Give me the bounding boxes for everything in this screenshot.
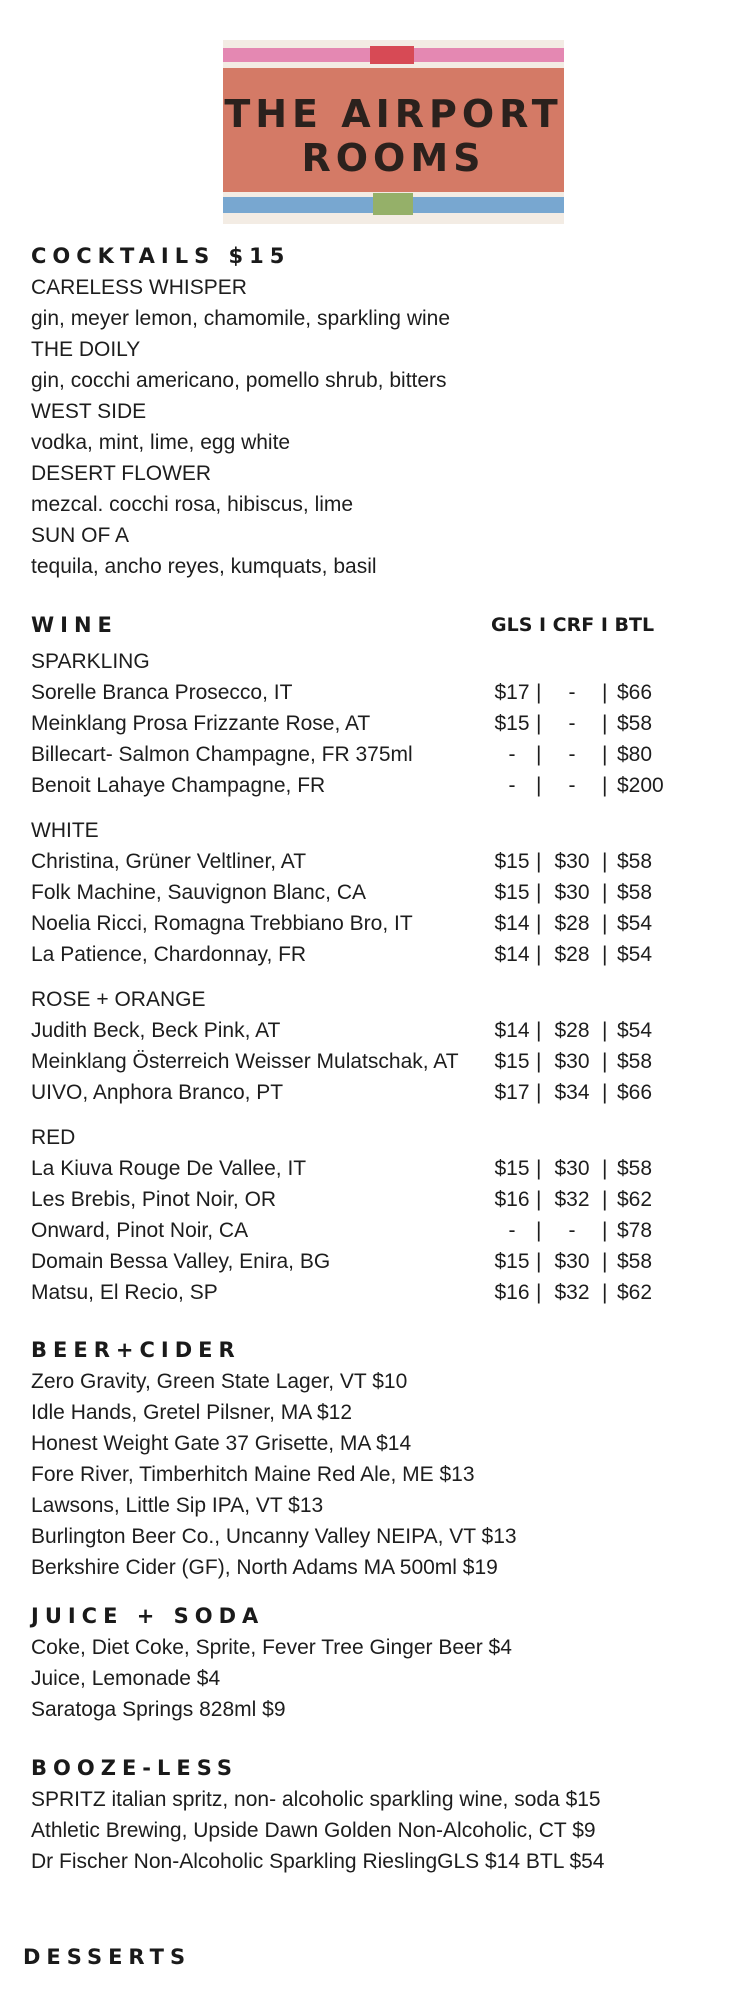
- wine-price-bottle: $62: [617, 1281, 653, 1304]
- wine-price-bottle: $58: [617, 1157, 653, 1180]
- price-divider: |: [602, 743, 608, 766]
- desserts-heading: DESSERTS: [23, 1945, 192, 1969]
- price-divider: |: [536, 850, 542, 873]
- price-divider: |: [602, 881, 608, 904]
- beer-item: Fore River, Timberhitch Maine Red Ale, ME $13: [31, 1463, 475, 1486]
- beer-cider-heading: BEER+CIDER: [31, 1338, 241, 1362]
- wine-section-title: RED: [31, 1126, 76, 1149]
- wine-price-carafe: $28: [554, 1019, 590, 1042]
- cocktails-heading: COCKTAILS $15: [31, 244, 291, 268]
- booze-less-item: SPRITZ italian spritz, non- alcoholic sparkling wine, soda $15: [31, 1788, 601, 1811]
- wine-price-bottle: $66: [617, 1081, 653, 1104]
- price-divider: |: [536, 774, 542, 797]
- beer-item: Honest Weight Gate 37 Grisette, MA $14: [31, 1432, 412, 1455]
- cocktail-name: DESERT FLOWER: [31, 462, 212, 485]
- wine-name: Meinklang Prosa Frizzante Rose, AT: [31, 712, 371, 735]
- logo-title: [223, 92, 564, 180]
- price-divider: |: [536, 1219, 542, 1242]
- cocktail-name: SUN OF A: [31, 524, 130, 547]
- wine-price-bottle: $58: [617, 712, 653, 735]
- price-divider: |: [602, 1157, 608, 1180]
- wine-price-bottle: $54: [617, 1019, 653, 1042]
- juice-item: Saratoga Springs 828ml $9: [31, 1698, 286, 1721]
- wine-price-glass: -: [508, 743, 516, 766]
- booze-less-item: Dr Fischer Non-Alcoholic Sparkling RieslingGLS $14 BTL $54: [31, 1850, 605, 1873]
- wine-price-glass: $15: [494, 881, 530, 904]
- wine-price-bottle: $58: [617, 850, 653, 873]
- wine-price-bottle: $58: [617, 1250, 653, 1273]
- wine-section-title: ROSE + ORANGE: [31, 988, 206, 1011]
- wine-price-carafe: $30: [554, 850, 590, 873]
- cocktail-desc: tequila, ancho reyes, kumquats, basil: [31, 555, 377, 578]
- wine-price-carafe: -: [568, 743, 576, 766]
- logo-line-1: THE AIRPORT: [224, 92, 563, 136]
- booze-less-heading: BOOZE-LESS: [31, 1756, 239, 1780]
- price-divider: |: [536, 912, 542, 935]
- wine-price-glass: $14: [494, 912, 530, 935]
- wine-price-bottle: $58: [617, 1050, 653, 1073]
- wine-name: Domain Bessa Valley, Enira, BG: [31, 1250, 331, 1273]
- wine-price-carafe: $30: [554, 1050, 590, 1073]
- wine-name: Sorelle Branca Prosecco, IT: [31, 681, 293, 704]
- wine-price-glass: $17: [494, 1081, 530, 1104]
- cocktail-desc: gin, cocchi americano, pomello shrub, bitters: [31, 369, 447, 392]
- wine-price-glass: $14: [494, 1019, 530, 1042]
- cocktail-desc: mezcal. cocchi rosa, hibiscus, lime: [31, 493, 354, 516]
- price-divider: |: [602, 1219, 608, 1242]
- price-divider: |: [536, 1188, 542, 1211]
- wine-name: Benoit Lahaye Champagne, FR: [31, 774, 326, 797]
- price-divider: |: [602, 712, 608, 735]
- wine-price-glass: $15: [494, 712, 530, 735]
- wine-section-title: WHITE: [31, 819, 99, 842]
- price-divider: |: [536, 1019, 542, 1042]
- price-divider: |: [536, 1281, 542, 1304]
- wine-name: La Kiuva Rouge De Vallee, IT: [31, 1157, 307, 1180]
- wine-price-glass: $17: [494, 681, 530, 704]
- wine-price-carafe: $30: [554, 1250, 590, 1273]
- wine-price-carafe: $28: [554, 912, 590, 935]
- airport-rooms-logo: [223, 40, 564, 224]
- price-divider: |: [536, 881, 542, 904]
- wine-name: Meinklang Österreich Weisser Mulatschak, AT: [31, 1050, 459, 1073]
- beer-item: Idle Hands, Gretel Pilsner, MA $12: [31, 1401, 352, 1424]
- wine-price-glass: $15: [494, 850, 530, 873]
- wine-price-bottle: $78: [617, 1219, 653, 1242]
- cocktail-name: WEST SIDE: [31, 400, 147, 423]
- price-divider: |: [602, 1050, 608, 1073]
- price-divider: |: [602, 681, 608, 704]
- wine-price-glass: $16: [494, 1188, 530, 1211]
- cocktail-name: THE DOILY: [31, 338, 141, 361]
- wine-price-bottle: $62: [617, 1188, 653, 1211]
- cocktail-desc: vodka, mint, lime, egg white: [31, 431, 291, 454]
- wine-name: Matsu, El Recio, SP: [31, 1281, 218, 1304]
- price-divider: |: [602, 1250, 608, 1273]
- wine-name: Onward, Pinot Noir, CA: [31, 1219, 249, 1242]
- wine-price-bottle: $54: [617, 912, 653, 935]
- wine-price-carafe: -: [568, 681, 576, 704]
- price-divider: |: [536, 1050, 542, 1073]
- wine-price-glass: $16: [494, 1281, 530, 1304]
- wine-price-glass: -: [508, 774, 516, 797]
- price-divider: |: [536, 1250, 542, 1273]
- price-divider: |: [602, 1281, 608, 1304]
- price-divider: |: [602, 912, 608, 935]
- wine-price-carafe: -: [568, 774, 576, 797]
- price-divider: |: [536, 1081, 542, 1104]
- wine-section-title: SPARKLING: [31, 650, 150, 673]
- wine-heading: WINE: [31, 613, 118, 637]
- juice-item: Juice, Lemonade $4: [31, 1667, 221, 1690]
- wine-price-carafe: $34: [554, 1081, 590, 1104]
- price-divider: |: [602, 1188, 608, 1211]
- wine-price-carafe: -: [568, 712, 576, 735]
- wine-price-carafe: -: [568, 1219, 576, 1242]
- price-divider: |: [536, 681, 542, 704]
- wine-price-bottle: $80: [617, 743, 653, 766]
- wine-price-bottle: $58: [617, 881, 653, 904]
- beer-item: Berkshire Cider (GF), North Adams MA 500ml $19: [31, 1556, 498, 1579]
- juice-item: Coke, Diet Coke, Sprite, Fever Tree Ginger Beer $4: [31, 1636, 512, 1659]
- beer-item: Lawsons, Little Sip IPA, VT $13: [31, 1494, 324, 1517]
- booze-less-item: Athletic Brewing, Upside Dawn Golden Non-Alcoholic, CT $9: [31, 1819, 596, 1842]
- wine-price-glass: $15: [494, 1050, 530, 1073]
- wine-name: Folk Machine, Sauvignon Blanc, CA: [31, 881, 367, 904]
- price-divider: |: [536, 712, 542, 735]
- beer-item: Burlington Beer Co., Uncanny Valley NEIPA, VT $13: [31, 1525, 517, 1548]
- wine-price-glass: $15: [494, 1157, 530, 1180]
- cocktail-desc: gin, meyer lemon, chamomile, sparkling wine: [31, 307, 451, 330]
- wine-name: Noelia Ricci, Romagna Trebbiano Bro, IT: [31, 912, 413, 935]
- wine-name: Les Brebis, Pinot Noir, OR: [31, 1188, 277, 1211]
- wine-column-headers: GLS I CRF I BTL: [491, 614, 655, 636]
- wine-price-bottle: $66: [617, 681, 653, 704]
- wine-name: Billecart- Salmon Champagne, FR 375ml: [31, 743, 413, 766]
- price-divider: |: [602, 1019, 608, 1042]
- wine-price-glass: $14: [494, 943, 530, 966]
- price-divider: |: [536, 943, 542, 966]
- wine-price-glass: $15: [494, 1250, 530, 1273]
- wine-price-carafe: $32: [554, 1281, 590, 1304]
- wine-name: UIVO, Anphora Branco, PT: [31, 1081, 284, 1104]
- wine-name: Judith Beck, Beck Pink, AT: [31, 1019, 281, 1042]
- wine-price-glass: -: [508, 1219, 516, 1242]
- price-divider: |: [536, 1157, 542, 1180]
- wine-name: Christina, Grüner Veltliner, AT: [31, 850, 307, 873]
- price-divider: |: [602, 943, 608, 966]
- price-divider: |: [536, 743, 542, 766]
- wine-price-carafe: $32: [554, 1188, 590, 1211]
- logo-line-2: ROOMS: [301, 136, 486, 180]
- juice-soda-heading: JUICE + SODA: [31, 1604, 265, 1628]
- wine-price-bottle: $200: [617, 774, 664, 797]
- wine-price-carafe: $30: [554, 881, 590, 904]
- price-divider: |: [602, 850, 608, 873]
- price-divider: |: [602, 774, 608, 797]
- cocktail-name: CARELESS WHISPER: [31, 276, 247, 299]
- wine-price-bottle: $54: [617, 943, 653, 966]
- logo-chip-bottom: [373, 193, 413, 215]
- wine-name: La Patience, Chardonnay, FR: [31, 943, 307, 966]
- price-divider: |: [602, 1081, 608, 1104]
- beer-item: Zero Gravity, Green State Lager, VT $10: [31, 1370, 408, 1393]
- wine-price-carafe: $30: [554, 1157, 590, 1180]
- wine-price-carafe: $28: [554, 943, 590, 966]
- logo-chip-top: [370, 46, 414, 64]
